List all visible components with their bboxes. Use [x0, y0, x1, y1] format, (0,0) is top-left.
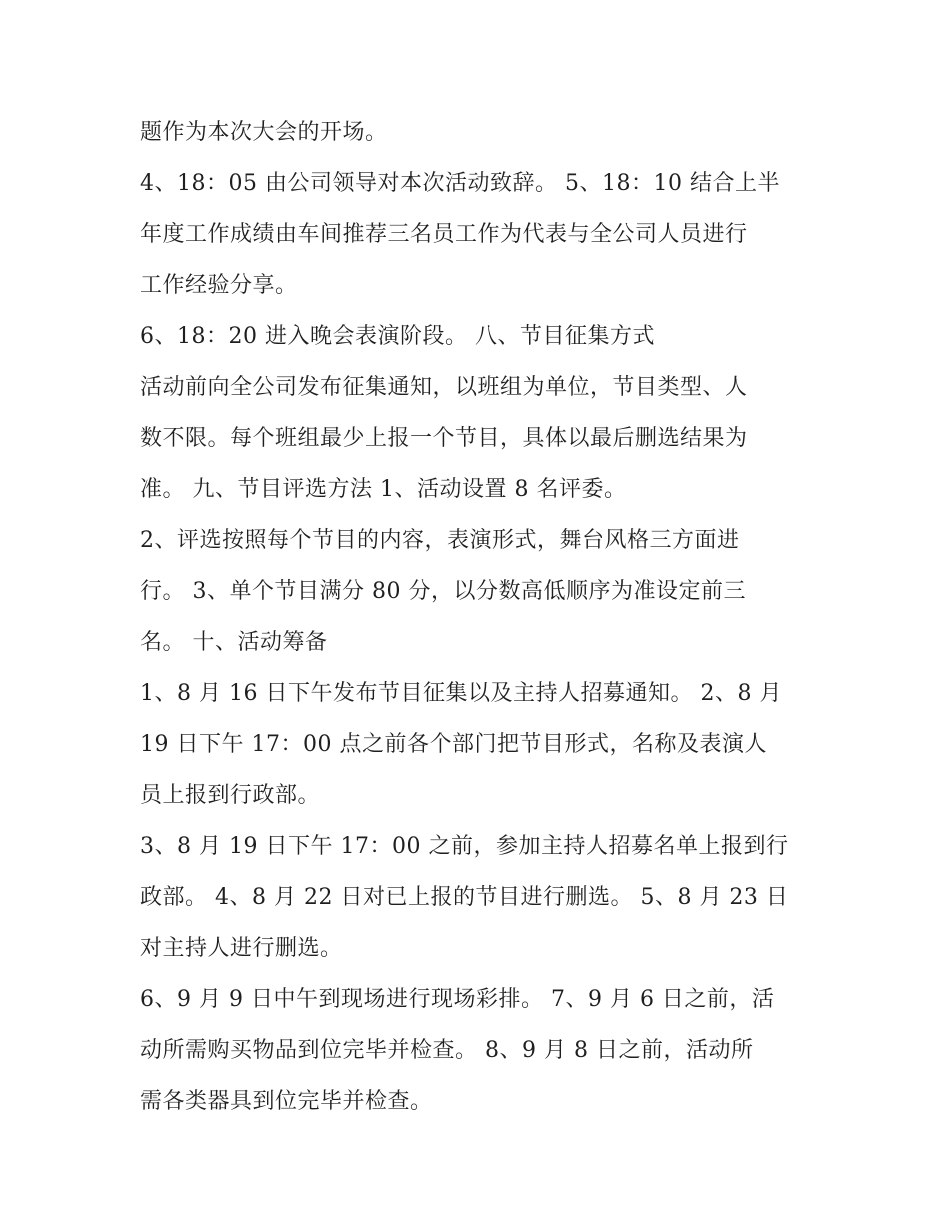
- text-line: 1、8 月 16 日下午发布节目征集以及主持人招募通知。 2、8 月: [140, 681, 782, 706]
- text-line: 3、8 月 19 日下午 17：00 之前，参加主持人招募名单上报到行: [140, 834, 789, 859]
- paragraph-preparation-1: [140, 668, 830, 821]
- paragraph-program-collection: [140, 362, 830, 515]
- text-line: 名。 十、活动筹备: [140, 630, 328, 655]
- paragraph-preparation-2: [140, 821, 830, 974]
- text-line: 题作为本次大会的开场。: [140, 120, 388, 145]
- text-line: 6、18：20 进入晚会表演阶段。 八、节目征集方式: [140, 324, 655, 349]
- text-line: 政部。 4、8 月 22 日对已上报的节目进行删选。 5、8 月 23 日: [140, 885, 789, 910]
- text-line: 活动前向全公司发布征集通知，以班组为单位，节目类型、人: [140, 375, 748, 400]
- text-line: 需各类器具到位完毕并检查。: [140, 1089, 433, 1114]
- text-line: 对主持人进行删选。: [140, 936, 343, 961]
- text-line: 动所需购买物品到位完毕并检查。 8、9 月 8 日之前，活动所: [140, 1038, 754, 1063]
- text-line: 准。 九、节目评选方法 1、活动设置 8 名评委。: [140, 477, 627, 502]
- text-line: 年度工作成绩由车间推荐三名员工作为代表与全公司人员进行: [140, 222, 748, 247]
- text-line: 行。 3、单个节目满分 80 分，以分数高低顺序为准设定前三: [140, 579, 746, 604]
- text-line: 19 日下午 17：00 点之前各个部门把节目形式，名称及表演人: [140, 732, 767, 757]
- paragraph-opening: [140, 107, 830, 158]
- paragraph-evaluation-criteria: [140, 515, 830, 668]
- paragraph-preparation-3: [140, 974, 830, 1127]
- text-line: 员上报到行政部。: [140, 783, 321, 808]
- paragraph-performance-stage: [140, 311, 830, 362]
- text-line: 2、评选按照每个节目的内容，表演形式，舞台风格三方面进: [140, 528, 740, 553]
- text-line: 工作经验分享。: [140, 273, 298, 298]
- text-line: 数不限。每个班组最少上报一个节目，具体以最后删选结果为: [140, 426, 748, 451]
- paragraph-schedule-speeches: [140, 158, 830, 311]
- document-body: [140, 107, 830, 1127]
- text-line: 4、18：05 由公司领导对本次活动致辞。 5、18：10 结合上半: [140, 171, 780, 196]
- text-line: 6、9 月 9 日中午到现场进行现场彩排。 7、9 月 6 日之前，活: [140, 987, 775, 1012]
